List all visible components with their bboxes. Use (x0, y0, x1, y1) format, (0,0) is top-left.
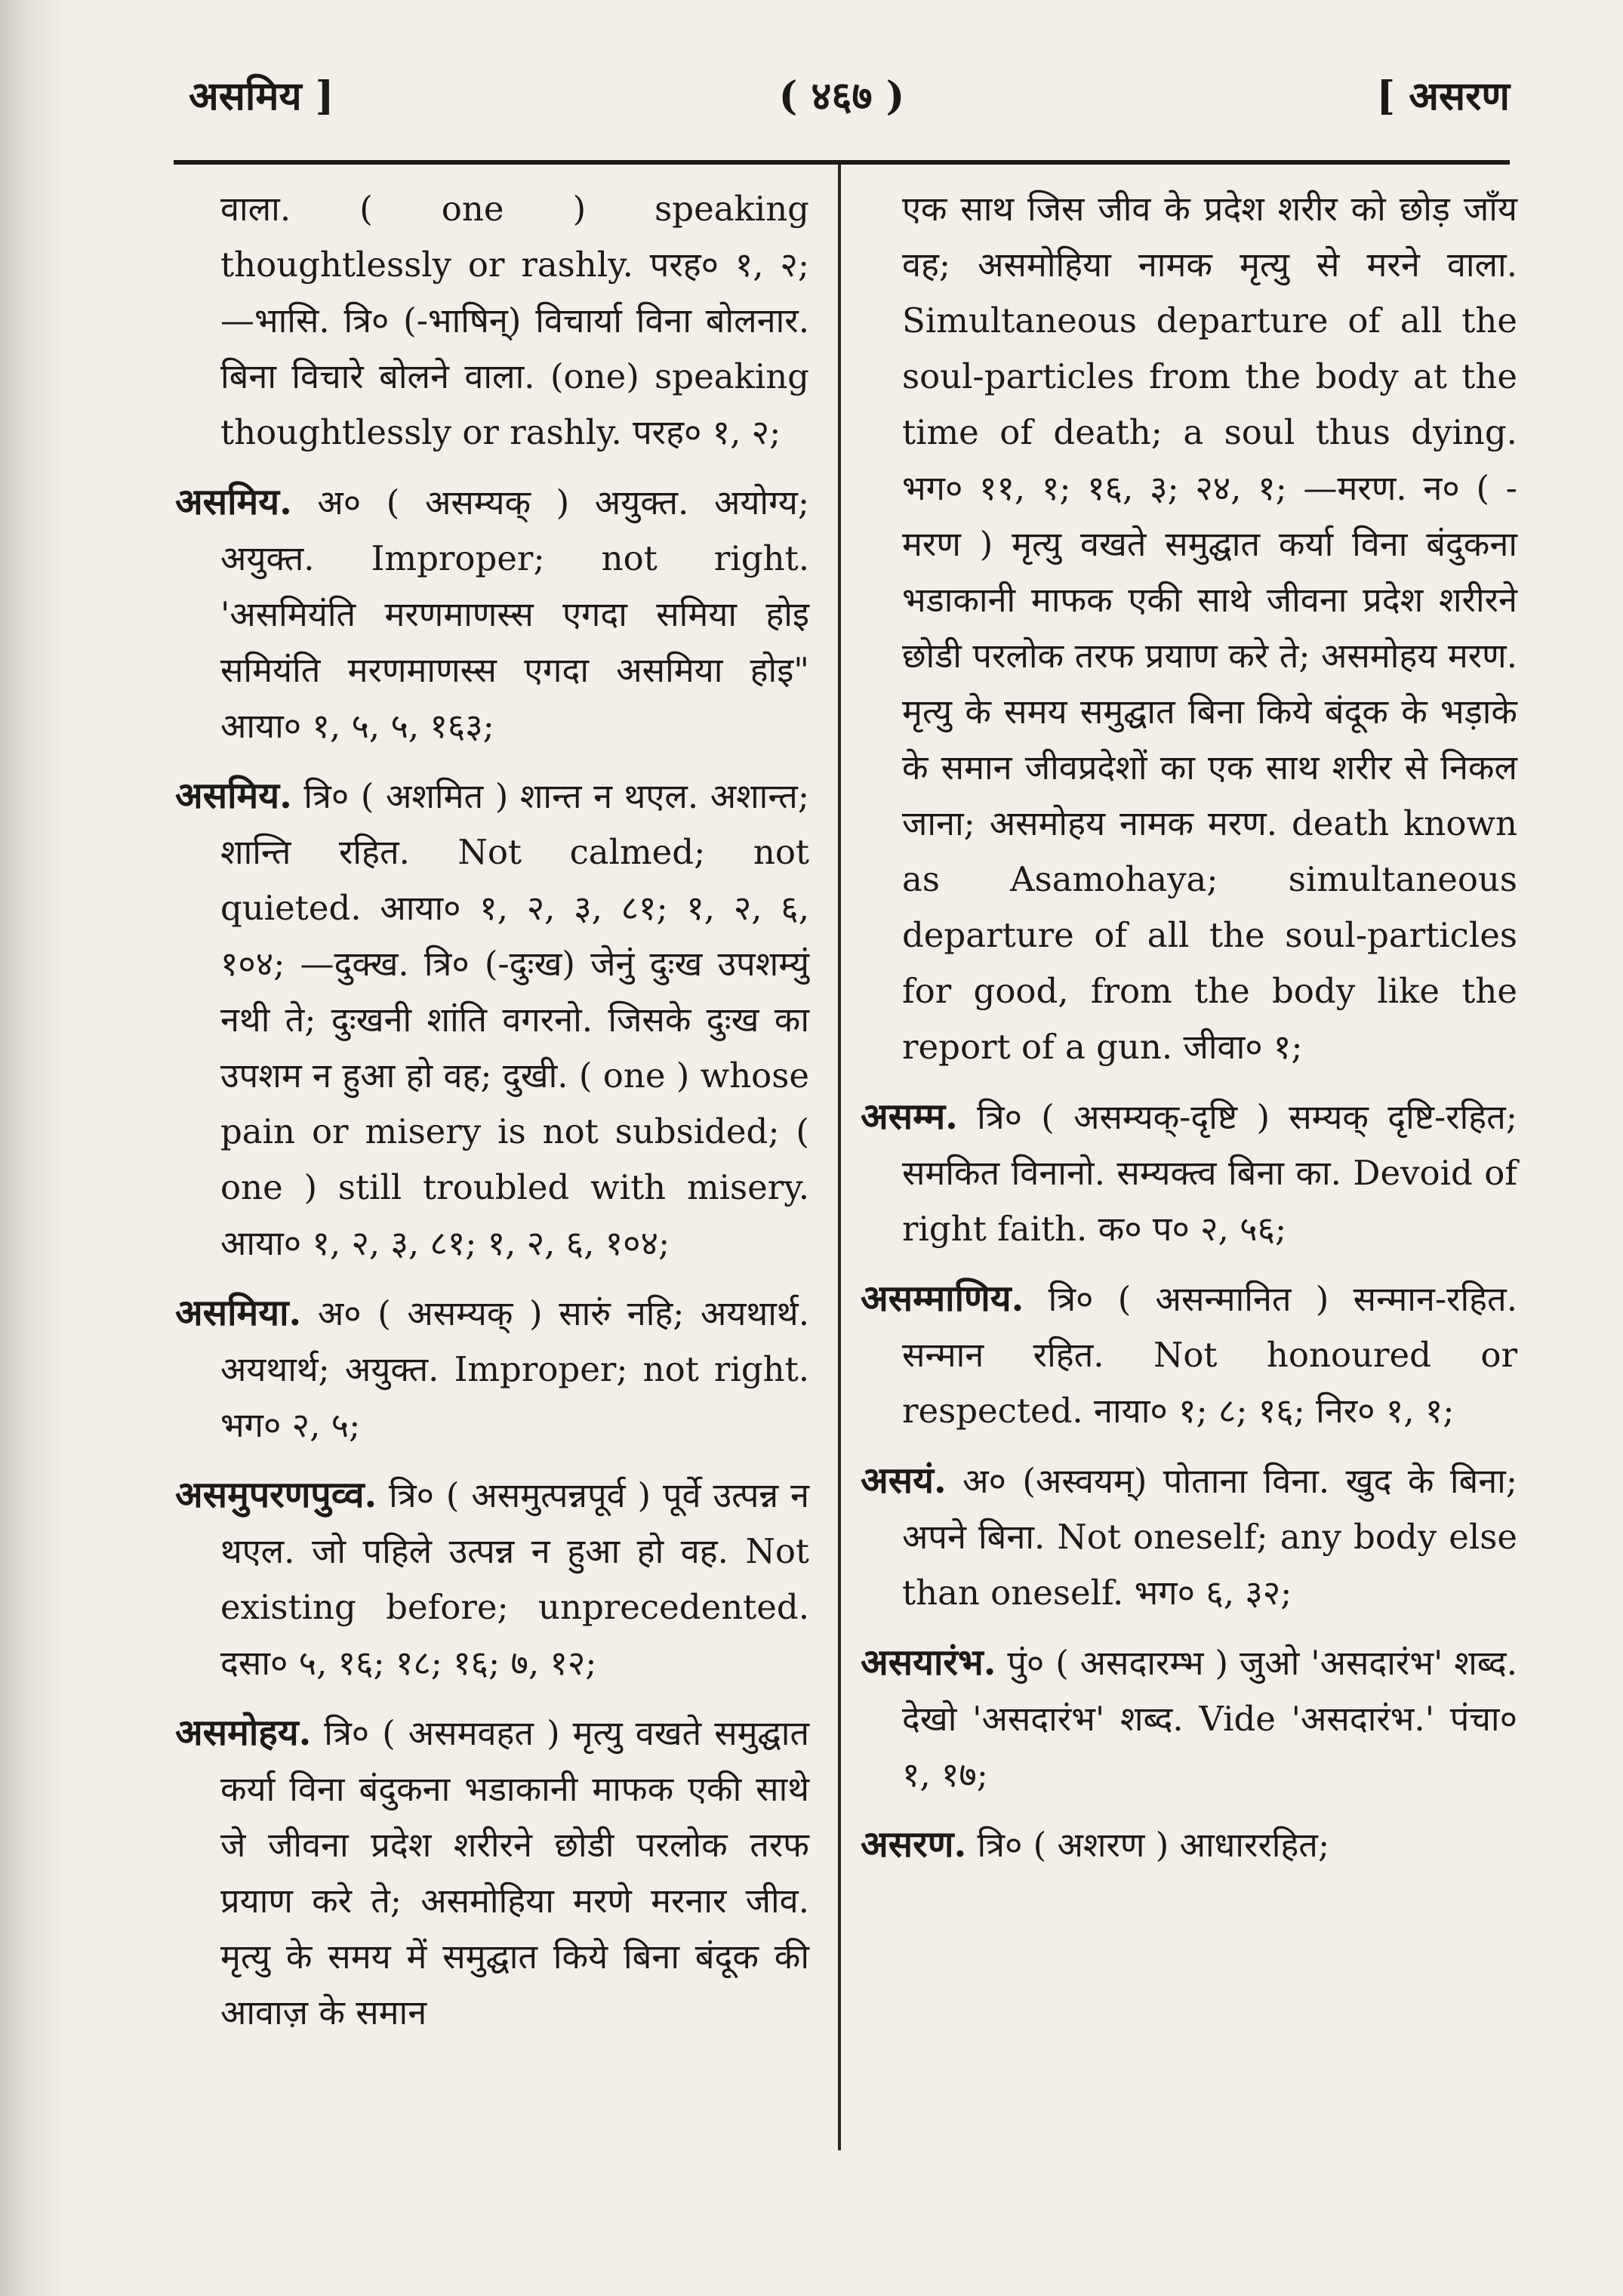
dictionary-entry (175, 1467, 809, 1691)
entry-headword: असयं. (861, 1459, 947, 1502)
page-header (174, 60, 1510, 143)
header-left-guideword: असमिय ] (189, 73, 334, 119)
entry-headword: असमिय. (175, 775, 292, 817)
header-rule (174, 160, 1510, 165)
entry-headword: असरण. (861, 1823, 967, 1866)
dictionary-entry (175, 474, 809, 754)
entry-headword: असमोहय. (175, 1712, 312, 1754)
dictionary-entry (861, 1089, 1517, 1257)
entry-headword: असमुपरणपुव्व. (175, 1474, 377, 1516)
entry-headword: असम्म. (861, 1096, 958, 1138)
entry-text: वाला. ( one ) speaking thoughtlessly or rashly. परह० १, २; —भासि. त्रि० (-भाषिन्) विचार्या विना बोलनार. बिना विचारे बोलने वाला. (one) speaking thoughtlessly or rashly. परह० १, २; (220, 189, 809, 452)
header-right-guideword: [ असरण (1376, 73, 1510, 119)
page-binding-shadow (0, 0, 68, 2296)
entry-headword: असयारंभ. (861, 1641, 996, 1684)
entry-text: त्रि० ( असम्यक्-दृष्टि ) सम्यक् दृष्टि-रहित; समकित विनानो. सम्यक्त्व बिना का. Devoid of right faith. क० प० २, ५६; (902, 1097, 1517, 1249)
dictionary-entry (175, 1705, 809, 2041)
entry-headword: असमिय. (175, 481, 292, 523)
dictionary-entry (175, 1285, 809, 1453)
entry-headword: असम्माणिय. (861, 1277, 1024, 1320)
dictionary-entry (175, 768, 809, 1271)
column-divider (838, 165, 841, 2150)
entry-headword: असमिया. (175, 1292, 302, 1334)
entry-text: त्रि० ( असमवहत ) मृत्यु वखते समुद्घात कर्या विना बंदुकना भडाकानी माफक एकी साथे जे जीवना प्रदेश शरीरने छोडी परलोक तरफ प्रयाण करे ते; असमोहिया मरणे मरनार जीव. मृत्यु के समय में समुद्घात किये बिना बंदूक की आवाज़ के समान (220, 1713, 809, 2032)
left-column (175, 181, 809, 2054)
dictionary-entry (861, 1271, 1517, 1439)
dictionary-entry (861, 1817, 1517, 1873)
entry-text: त्रि० ( असन्मानित ) सन्मान-रहित. सन्मान रहित. Not honoured or respected. नाया० १; ८; १६; निर० १, १; (902, 1279, 1517, 1431)
entry-text: त्रि० ( अशमित ) शान्त न थएल. अशान्त; शान्ति रहित. Not calmed; not quieted. आया० १, २, ३, ८१; १, २, ६, १०४; —दुक्ख. त्रि० (-दुःख) जेनुं दुःख उपशम्युं नथी ते; दुःखनी शांति वगरनो. जिसके दुःख का उपशम न हुआ हो वह; दुखी. ( one ) whose pain or misery is not subsided; ( one ) still troubled with misery. आया० १, २, ३, ८१; १, २, ६, १०४; (220, 776, 809, 1263)
entry-text: एक साथ जिस जीव के प्रदेश शरीर को छोड़ जाँय वह; असमोहिया नामक मृत्यु से मरने वाला. Simultaneous departure of all the soul-particles from the body at the time of death; a soul thus dying. भग० ११, १; १६, ३; २४, १; —मरण. न० ( -मरण ) मृत्यु वखते समुद्घात कर्या विना बंदुकना भडाकानी माफक एकी साथे जीवना प्रदेश शरीरने छोडी परलोक तरफ प्रयाण करे ते; असमोहय मरण. मृत्यु के समय समुद्घात बिना किये बंदूक के भड़ाके के समान जीवप्रदेशों का एक साथ शरीर से निकल जाना; असमोहय नामक मरण. death known as Asamohaya; simultaneous departure of all the soul-particles for good, from the body like the report of a gun. जीवा० १; (902, 189, 1517, 1067)
entry-text: त्रि० ( असमुत्पन्नपूर्व ) पूर्वे उत्पन्न न थएल. जो पहिले उत्पन्न न हुआ हो वह. Not existing before; unprecedented. दसा० ५, १६; १८; १६; ७, १२; (220, 1475, 809, 1683)
dictionary-entry (861, 1635, 1517, 1803)
dictionary-entry-continuation (175, 181, 809, 461)
entry-text: अ० (अस्वयम्) पोताना विना. खुद के बिना; अपने बिना. Not oneself; any body else than oneself. भग० ६, ३२; (902, 1461, 1517, 1613)
dictionary-entry-continuation (861, 181, 1517, 1075)
page-number: ( ४६७ ) (778, 73, 905, 119)
entry-text: अ० ( असम्यक् ) सारुं नहि; अयथार्थ. अयथार्थ; अयुक्त. Improper; not right. भग० २, ५; (220, 1293, 809, 1445)
dictionary-entry (861, 1453, 1517, 1621)
entry-text: अ० ( असम्यक् ) अयुक्त. अयोग्य; अयुक्त. Improper; not right. 'असमियंति मरणमाणस्स एगदा समिया होइ समियंति मरणमाणस्स एगदा असमिया होइ" आया० १, ५, ५, १६३; (220, 482, 809, 746)
right-column (861, 181, 1517, 1887)
entry-text: त्रि० ( अशरण ) आधाररहित; (966, 1825, 1330, 1865)
entry-text: पुं० ( असदारम्भ ) जुओ 'असदारंभ' शब्द. देखो 'असदारंभ' शब्द. Vide 'असदारंभ.' पंचा० १, १७; (902, 1643, 1517, 1795)
